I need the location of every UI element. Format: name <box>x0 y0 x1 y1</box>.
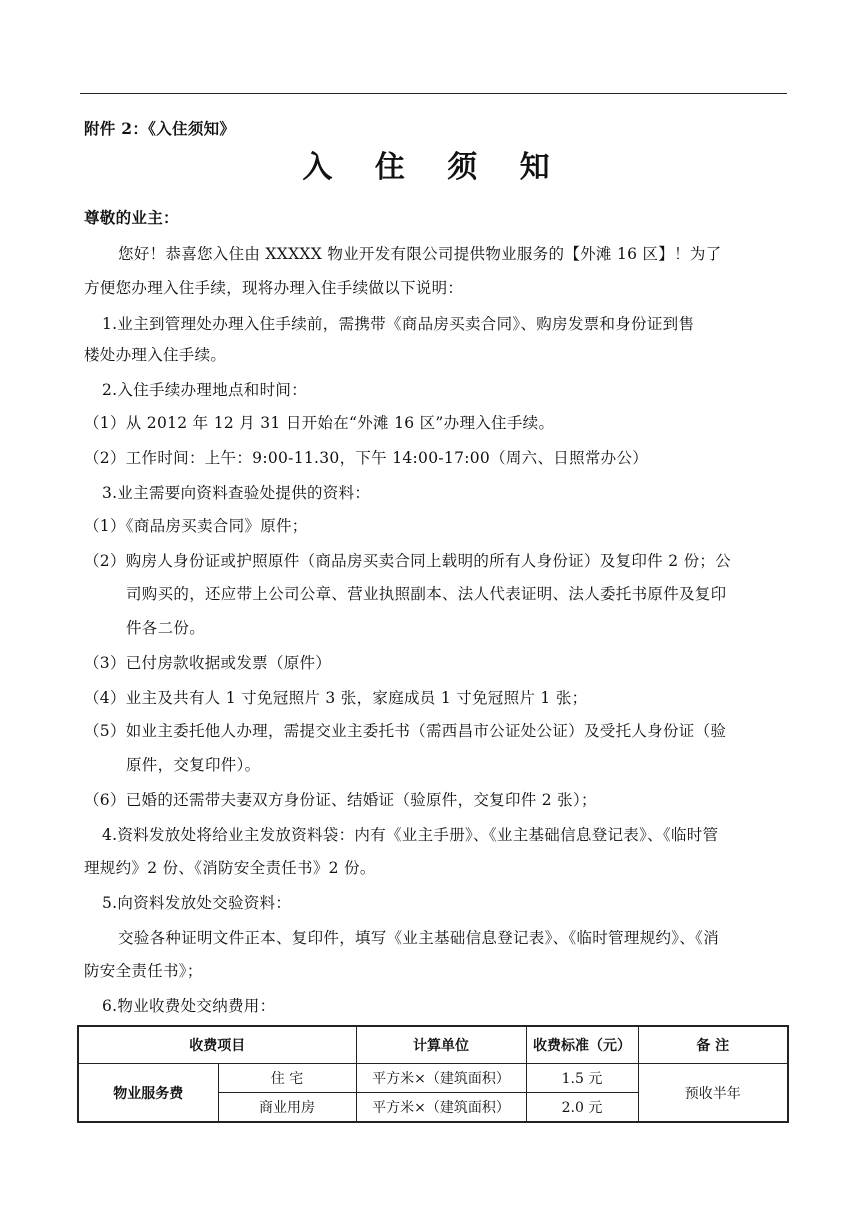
header-unit: 计算单位 <box>356 1026 526 1064</box>
paragraph-line: （1）《商品房买卖合同》原件； <box>84 517 308 535</box>
attachment-label: 附件 2：《入住须知》 <box>84 119 236 138</box>
fee-price: 2.0 元 <box>526 1093 638 1123</box>
fee-table <box>77 1025 789 1123</box>
calc-unit: 平方米×（建筑面积） <box>356 1064 526 1093</box>
header-price: 收费标准（元） <box>526 1026 638 1064</box>
paragraph-line: 3.业主需要向资料查验处提供的资料： <box>102 484 371 502</box>
table-header-row <box>78 1026 788 1064</box>
paragraph-line: 方便您办理入住手续，现将办理入住手续做以下说明： <box>84 279 464 297</box>
paragraph-line: （2）工作时间：上午：9:00-11.30，下午 14:00-17:00（周六、日照常办公） <box>84 449 649 467</box>
paragraph-line: 楼处办理入住手续。 <box>84 346 227 364</box>
paragraph-line: 您好！恭喜您入住由 XXXXX 物业开发有限公司提供物业服务的【外滩 16 区】！为了 <box>118 245 722 263</box>
paragraph-line: 6.物业收费处交纳费用： <box>102 997 276 1015</box>
paragraph-line: （6）已婚的还需带夫妻双方身份证、结婚证（验原件，交复印件 2 张）； <box>84 791 597 809</box>
fee-price: 1.5 元 <box>526 1064 638 1093</box>
property-type: 住 宅 <box>218 1064 356 1093</box>
paragraph-line: （1）从 2012 年 12 月 31 日开始在“外滩 16 区”办理入住手续。 <box>84 414 555 432</box>
paragraph-line: 5.向资料发放处交验资料： <box>102 894 292 912</box>
calc-unit: 平方米×（建筑面积） <box>356 1093 526 1123</box>
paragraph-line: 件各二份。 <box>126 619 206 637</box>
paragraph-line: （4）业主及共有人 1 寸免冠照片 3 张，家庭成员 1 寸免冠照片 1 张； <box>84 689 588 707</box>
paragraph-line: 2.入住手续办理地点和时间： <box>102 381 307 399</box>
paragraph-line: 4.资料发放处将给业主发放资料袋：内有《业主手册》、《业主基础信息登记表》、《临时管 <box>102 826 719 844</box>
header-rule <box>80 93 787 94</box>
paragraph-line: （3）已付房款收据或发票（原件） <box>84 654 332 672</box>
paragraph-line: （2）购房人身份证或护照原件（商品房买卖合同上载明的所有人身份证）及复印件 2 份；公 <box>84 552 731 570</box>
salutation: 尊敬的业主： <box>84 208 179 227</box>
fee-category: 物业服务费 <box>78 1064 218 1123</box>
paragraph-line: 理规约》2 份、《消防安全责任书》2 份。 <box>84 859 376 877</box>
paragraph-line: （5）如业主委托他人办理，需提交业主委托书（需西昌市公证处公证）及受托人身份证（验 <box>84 722 727 740</box>
header-note: 备 注 <box>638 1026 788 1064</box>
paragraph-line: 司购买的，还应带上公司公章、营业执照副本、法人代表证明、法人委托书原件及复印 <box>126 585 727 603</box>
paragraph-line: 交验各种证明文件正本、复印件，填写《业主基础信息登记表》、《临时管理规约》、《消 <box>118 929 720 947</box>
property-type: 商业用房 <box>218 1093 356 1123</box>
page-title: 入 住 须 知 <box>302 150 566 185</box>
paragraph-line: 1.业主到管理处办理入住手续前，需携带《商品房买卖合同》、购房发票和身份证到售 <box>102 315 695 333</box>
table-row <box>78 1064 788 1093</box>
paragraph-line: 防安全责任书》； <box>84 962 203 980</box>
paragraph-line: 原件，交复印件）。 <box>126 756 261 774</box>
fee-note: 预收半年 <box>638 1064 788 1123</box>
header-fee-item: 收费项目 <box>78 1026 356 1064</box>
